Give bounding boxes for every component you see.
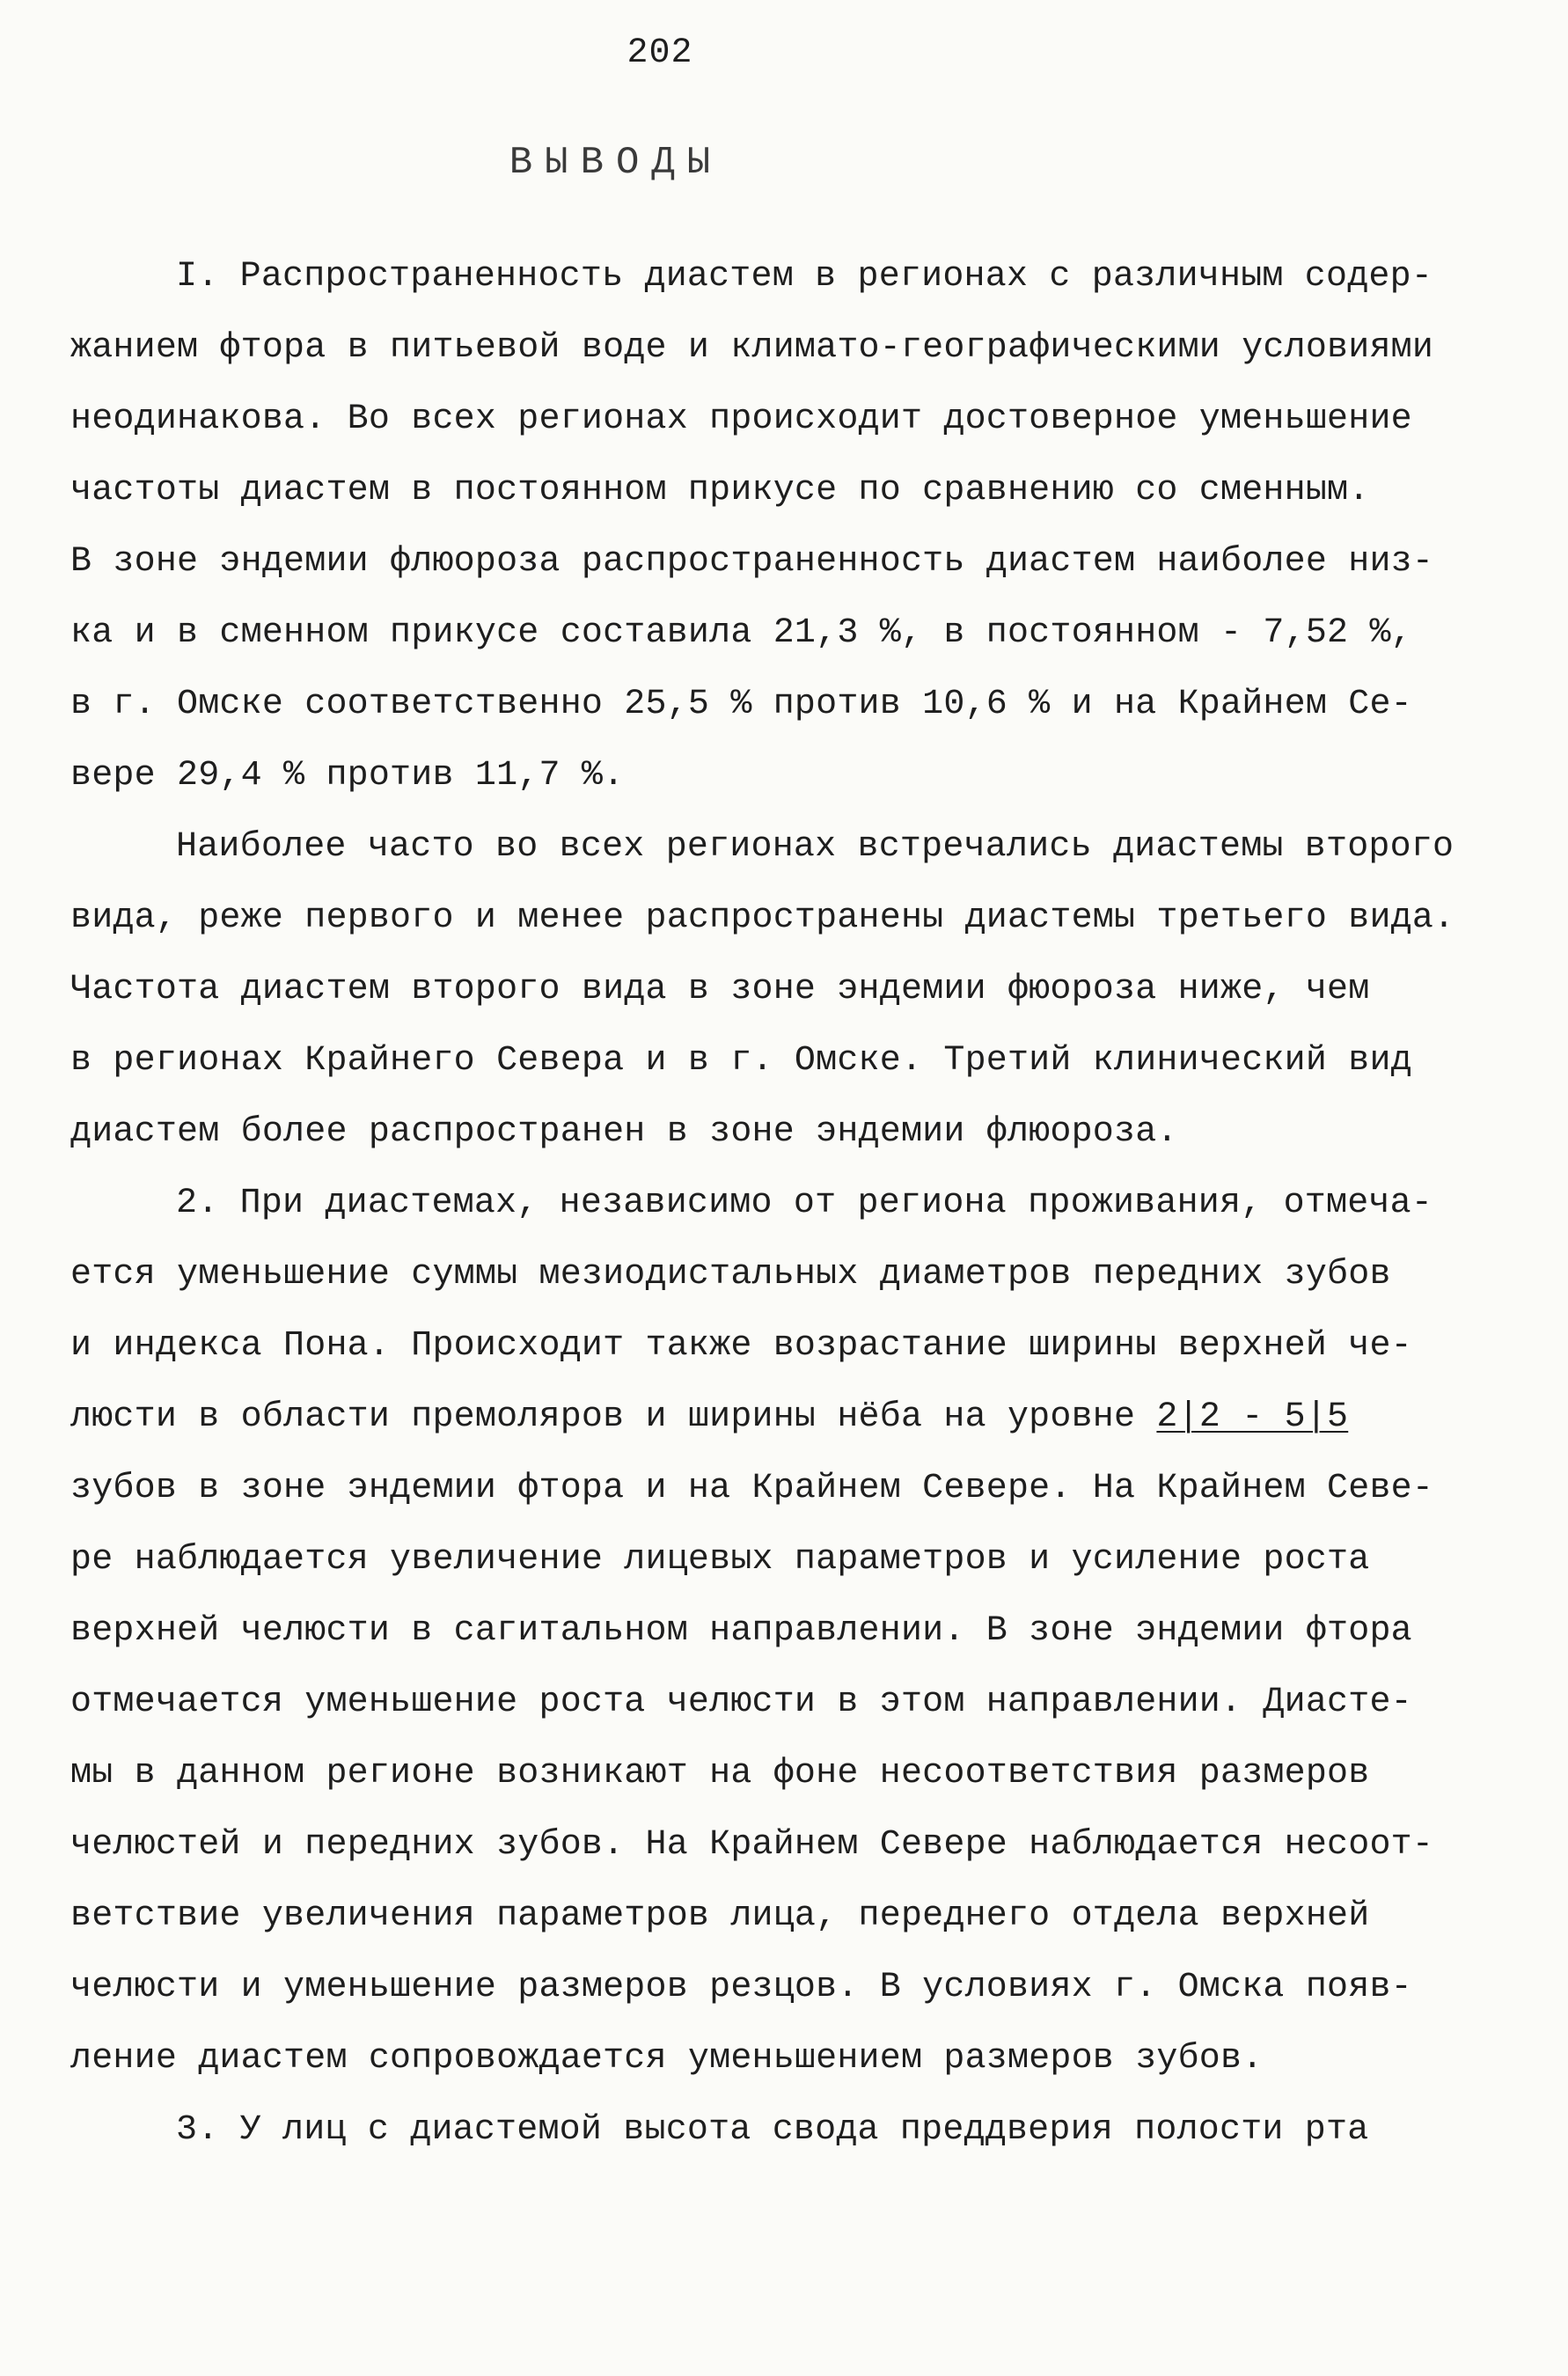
- text-line-content: отмечается уменьшение роста челюсти в этом направлении. Диасте-: [70, 1683, 1412, 1722]
- text-line-content: ветствие увеличения параметров лица, переднего отдела верхней: [70, 1896, 1370, 1936]
- text-line-content: челюсти и уменьшение размеров резцов. В условиях г. Омска появ-: [70, 1968, 1412, 2007]
- text-line: [70, 1253, 1391, 1297]
- text-line: [70, 326, 1433, 370]
- text-line: [176, 2108, 1368, 2152]
- text-line-content: неодинакова. Во всех регионах происходит достоверное уменьшение: [70, 400, 1412, 439]
- text-line: [176, 825, 1454, 869]
- text-line: [70, 1111, 1178, 1155]
- section-title: ВЫВОДЫ: [509, 141, 723, 185]
- text-line-content: I. Распространенность диастем в регионах с различным содер-: [176, 257, 1433, 297]
- text-line: [70, 1396, 1348, 1440]
- text-line-content: диастем более распространен в зоне эндемии флюороза.: [70, 1112, 1178, 1152]
- text-line: [70, 897, 1454, 941]
- text-line: [70, 968, 1369, 1012]
- text-line: [70, 1823, 1433, 1867]
- text-line: [70, 1895, 1369, 1939]
- text-line: [176, 1182, 1432, 1226]
- text-line-content: и индекса Пона. Происходит также возрастание ширины верхней че-: [70, 1326, 1412, 1366]
- text-line-content: верхней челюсти в сагитальном направлении. В зоне эндемии фтора: [70, 1611, 1412, 1651]
- text-line-content: В зоне эндемии флюороза распространенность диастем наиболее низ-: [70, 542, 1434, 582]
- text-line-content: частоты диастем в постоянном прикусе по сравнению со сменным.: [70, 471, 1370, 510]
- text-line: [70, 1681, 1412, 1725]
- text-line: [70, 1610, 1412, 1654]
- text-line: [70, 469, 1369, 513]
- text-line-content: 3. У лиц с диастемой высота свода преддверия полости рта: [176, 2110, 1369, 2150]
- text-line: [70, 1538, 1369, 1582]
- text-line-content: люсти в области премоляров и ширины нёба на уровне: [70, 1397, 1157, 1437]
- text-line-content: мы в данном регионе возникают на фоне несоответствия размеров: [70, 1754, 1370, 1793]
- text-line: [70, 1752, 1369, 1796]
- text-line: [70, 683, 1412, 727]
- text-line-content: ре наблюдается увеличение лицевых параметров и усиление роста: [70, 1540, 1370, 1580]
- page-number: 202: [626, 33, 693, 73]
- text-line-content: в регионах Крайнего Севера и в г. Омске. Третий клинический вид: [70, 1041, 1412, 1081]
- text-line: [176, 255, 1432, 299]
- text-line: [70, 1039, 1412, 1083]
- text-line: [70, 1467, 1433, 1511]
- text-line-content: ется уменьшение суммы мезиодистальных диаметров передних зубов: [70, 1255, 1391, 1294]
- text-line: [70, 2037, 1263, 2081]
- text-line: [70, 540, 1433, 584]
- text-line-content: жанием фтора в питьевой воде и климато-географическими условиями: [70, 328, 1434, 368]
- text-line-content: зубов в зоне эндемии фтора и на Крайнем Севере. На Крайнем Севе-: [70, 1469, 1434, 1508]
- text-line: [70, 398, 1412, 442]
- text-line-content: ка и в сменном прикусе составила 21,3 %, в постоянном - 7,52 %,: [70, 613, 1412, 653]
- tooth-formula: 2|2 - 5|5: [1156, 1397, 1349, 1437]
- text-line-content: 2. При диастемах, независимо от региона проживания, отмеча-: [176, 1184, 1433, 1223]
- text-line-content: Частота диастем второго вида в зоне эндемии фюороза ниже, чем: [70, 970, 1370, 1009]
- text-line: [70, 754, 624, 798]
- text-line: [70, 1324, 1412, 1368]
- text-line-content: вида, реже первого и менее распространены диастемы третьего вида.: [70, 898, 1455, 938]
- text-line-content: Наиболее часто во всех регионах встречались диастемы второго: [176, 827, 1454, 867]
- text-line-content: в г. Омске соответственно 25,5 % против 10,6 % и на Крайнем Се-: [70, 685, 1412, 724]
- text-line-content: ление диастем сопровождается уменьшением размеров зубов.: [70, 2039, 1264, 2079]
- text-line-content: вере 29,4 % против 11,7 %.: [70, 756, 625, 796]
- text-line: [70, 1966, 1412, 2010]
- text-line-content: челюстей и передних зубов. На Крайнем Севере наблюдается несоот-: [70, 1825, 1434, 1865]
- text-line: [70, 612, 1412, 656]
